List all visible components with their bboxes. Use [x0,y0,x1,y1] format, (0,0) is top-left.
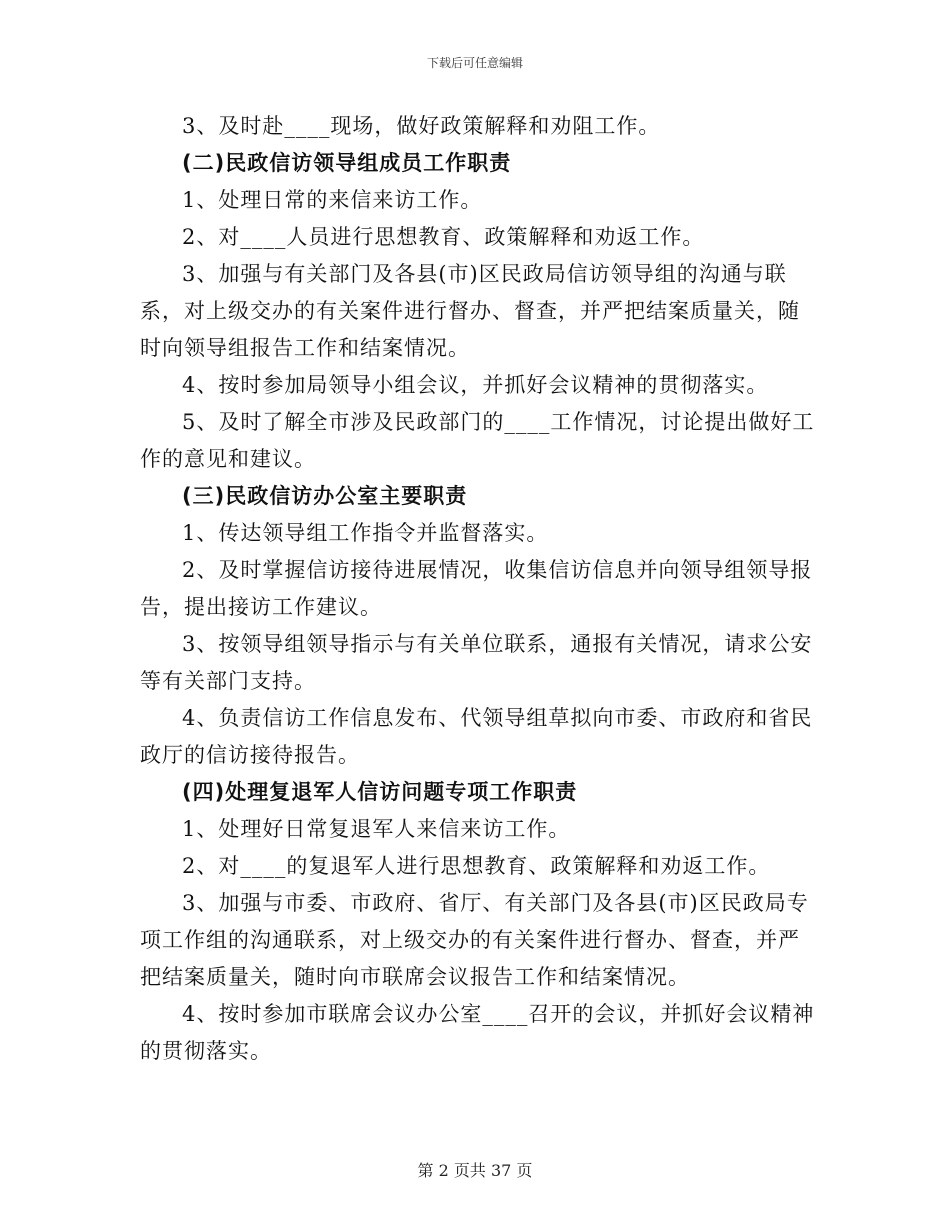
paragraph: 3、加强与市委、市政府、省厅、有关部门及各县(市)区民政局专项工作组的沟通联系，对上级交办的有关案件进行督办、督查，并严把结案质量关，随时向市联席会议报告工作和结案情况。 [140,891,809,989]
paragraph: 4、负责信访工作信息发布、代领导组草拟向市委、市政府和省民政厅的信访接待报告。 [140,706,813,767]
paragraph: 1、处理好日常复退军人来信来访工作。 [182,817,571,841]
section-heading: (四)处理复退军人信访问题专项工作职责 [182,780,578,804]
paragraph: 2、及时掌握信访接待进展情况，收集信访信息并向领导组领导报告，提出接访工作建议。 [140,558,813,619]
paragraph: 3、按领导组领导指示与有关单位联系，通报有关情况，请求公安等有关部门支持。 [140,632,813,693]
paragraph: 2、对____的复退军人进行思想教育、政策解释和劝返工作。 [182,854,771,878]
paragraph: 3、及时赴____现场，做好政策解释和劝阻工作。 [182,114,661,138]
paragraph: 4、按时参加局领导小组会议，并抓好会议精神的贯彻落实。 [182,373,769,397]
page-header: 下载后可任意编辑 [426,56,523,70]
page-footer: 第 2 页共 37 页 [417,1161,533,1180]
paragraph: 4、按时参加市联席会议办公室____召开的会议，并抓好会议精神的贯彻落实。 [140,1002,815,1063]
paragraph: 3、加强与有关部门及各县(市)区民政局信访领导组的沟通与联系，对上级交办的有关案件进行督办、督查，并严把结案质量关，随时向领导组报告工作和结案情况。 [140,262,800,360]
section-heading: (二)民政信访领导组成员工作职责 [182,151,512,175]
paragraph: 1、传达领导组工作指令并监督落实。 [182,521,549,545]
paragraph: 5、及时了解全市涉及民政部门的____工作情况，讨论提出做好工作的意见和建议。 [140,410,815,471]
paragraph: 2、对____人员进行思想教育、政策解释和劝返工作。 [182,225,705,249]
paragraph: 1、处理日常的来信来访工作。 [182,188,483,212]
section-heading: (三)民政信访办公室主要职责 [182,484,468,508]
document-body [140,108,820,1070]
